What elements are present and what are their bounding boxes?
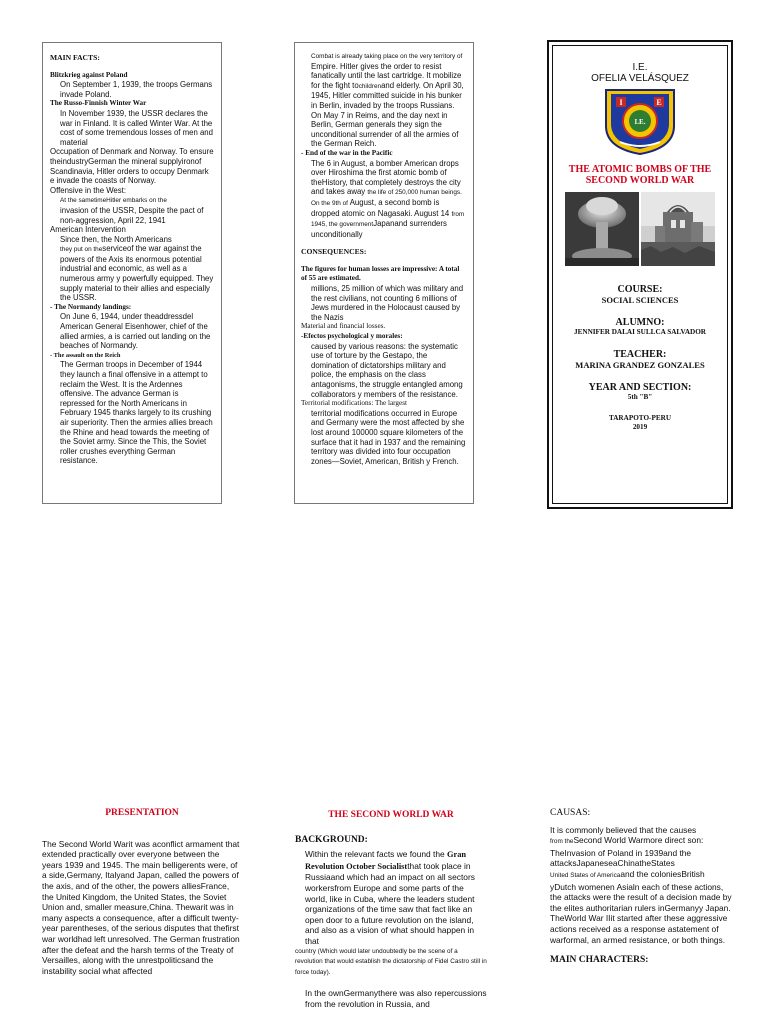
winter-war-heading: The Russo-Finnish Winter War <box>50 99 147 108</box>
pacific-heading: - End of the war in the Pacific <box>301 149 467 159</box>
school-name: OFELIA VELÁSQUEZ <box>591 73 689 84</box>
causes-section <box>550 808 732 1024</box>
occupation-text: Occupation of Denmark and Norway. To ensure theindustryGerman the mineral supplyironof Scandinavia, Hitler orders to occupy Denmark e invade the coasts of Norway. <box>50 147 214 186</box>
main-characters-heading: MAIN CHARACTERS: <box>550 955 649 966</box>
normandy-text: On June 6, 1944, under theaddressdel American General Eisenhower, chief of the allied armies, a is carried out landing on the beaches of Normandy. <box>60 312 211 351</box>
west-offensive-heading: Offensive in the West: <box>50 185 126 195</box>
territorial-text: territorial modifications occurred in Europe and Germany were the most affected by she lost around 100000 square kilometers of the surface that it had in 1937 and the remaining territory was divided into four occupation zones—Soviet, American, British y French. <box>311 408 466 466</box>
consequences-panel <box>294 42 474 504</box>
intro-small-2: children <box>358 82 382 90</box>
intro-text-2: and elderly. On April 30, 1945, Hitler committed suicide in his bunker in Berlin, invaded by the troops Russians. On May 7 in Reims, and the day next in Berlin, German generals they sign the unconditional surrender of all the armies of the German Reich. <box>311 80 464 149</box>
west-offensive-small: At the sametimeHitler embarks on the <box>60 197 167 205</box>
year-section-label: YEAR AND SECTION: <box>588 382 692 393</box>
presentation-title: PRESENTATION <box>105 808 179 818</box>
reich-text: The German troops in December of 1944 they launch a final offensive in a attempt to reclaim the West. It is the Ardennes offensive. The advance German is repressed for the North Americans in February 1945 thanks largely to its crushing air superiority. Then the armies allies breach the Rhine and head towards the meeting of the Soviet army. Since the This, the Soviet roller crushes everything German resistance. <box>60 360 213 466</box>
cover-panel <box>547 40 733 509</box>
year-section-value: 5th "B" <box>627 393 653 401</box>
student-label: ALUMNO: <box>615 317 665 328</box>
ww2-title: THE SECOND WORLD WAR <box>328 810 454 820</box>
presentation-section <box>42 808 242 1024</box>
pacific-text: The 6 in August, a bomber American drops over Hiroshima the first atomic bomb of theHistory, that completely destroys the city and takes away <box>311 158 461 197</box>
crest-letters: I.E. <box>634 118 646 126</box>
background-text-3: In the ownGermanythere was also repercussions from the revolution in Russia, and <box>305 988 487 1009</box>
ruined-building-photo <box>641 192 715 266</box>
causes-title: CAUSAS: <box>550 808 591 818</box>
figures-heading: The figures for human losses are impressive: A total of 55 are estimated. <box>301 264 460 283</box>
cover-photos <box>559 192 721 266</box>
course-value: SOCIAL SCIENCES <box>601 295 679 305</box>
causes-small-2: United States of America <box>550 871 621 879</box>
teacher-name: MARINA GRANDEZ GONZALES <box>575 360 705 370</box>
psych-text: caused by various reasons: the systematic use of torture by the Gestapo, the domination of dictatorships military and police, the emphasis on the class antagonisms, the struggle entangled among collaborators y members of the resistance. <box>311 341 463 399</box>
american-heading: American Intervention <box>50 225 126 235</box>
background-text-2: that took place in Russiaand which had an impact on all sectors workersfrom Europe and some parts of the world, like in Cuba, where the leaders student organizations of the time saw that fact like an open door to a future revolution on the island, and also as a vision of what should happen in that <box>305 860 475 946</box>
west-offensive-text: invasion of the USSR, Despite the pact of non-aggression, April 22, 1941 <box>60 205 204 225</box>
material-heading: Material and financial losses. <box>301 322 386 331</box>
american-text: serviceof the war against the powers of the Axis its enormous potential industrial and economic, as well as a numerous army y powerfully equipped. They supply material to their allies and especially the USSR. <box>60 244 214 303</box>
normandy-heading: - The Normandy landings: <box>50 303 215 313</box>
ww2-section <box>295 810 487 1024</box>
intro-text: Empire. Hitler gives the order to resist fanatically until the last cartridge. It mobilize for the fight to <box>311 61 462 90</box>
pacific-text-2: August, a second bomb is dropped atomic on Nagasaki. August 14 <box>311 197 450 218</box>
causes-text-1: It is commonly believed that the causes <box>550 824 697 835</box>
teacher-label: TEACHER: <box>613 349 667 360</box>
background-heading: BACKGROUND: <box>295 834 368 845</box>
consequences-title: CONSEQUENCES: <box>301 247 367 257</box>
causes-text-3: and the coloniesBritish yDutch womenen Asialn each of these actions, the attacks were the result of a decision made by the elites authoritarian rulers inGermanyy Japan. TheWorld War IIit started after these aggressive actions received as a response astatement of warformal, an armed resistance, or both things. <box>550 868 732 945</box>
ie-label: I.E. <box>632 62 648 73</box>
school-crest-icon <box>602 88 678 156</box>
winter-war-text: In November 1939, the USSR declares the war in Finland. It is called Winter War. At the cost of some tremendous losses of men and material <box>60 108 213 147</box>
blitzkrieg-heading: Blitzkrieg against Poland <box>50 70 128 79</box>
reich-heading: - The assault on the Reich <box>50 351 215 361</box>
psych-heading: -Efectos psychological y morales: <box>301 332 403 341</box>
territorial-heading: Territorial modifications: The largest <box>301 399 408 408</box>
figures-text: millions, 25 million of which was military and the rest civilians, not counting 6 millions of Jews murdered in the Holocaust caused by the Nazis <box>311 284 464 322</box>
student-name: JENNIFER DALAI SULLCA SALVADOR <box>573 328 706 336</box>
blitzkrieg-text: On September 1, 1939, the troops Germans invade Poland. <box>60 80 213 99</box>
pacific-small-2: from 1945, the government <box>311 210 465 229</box>
svg-text:E: E <box>656 98 662 107</box>
background-bold: Gran Revolution October Socialist <box>305 850 467 871</box>
american-cont: Since then, the North Americans <box>60 234 172 244</box>
city: TARAPOTO-PERU <box>608 414 672 422</box>
background-small: country (Which would later undoubtedly be the scene of a revolution that would establish the dictatorship of Fidel Castro still in force today). <box>295 947 487 976</box>
intro-small: Combat is already taking place on the very territory of <box>311 53 463 60</box>
pacific-text-3: Japanand surrenders unconditionally <box>311 219 447 239</box>
year-number: 2019 <box>632 423 648 431</box>
causes-small-1: from the <box>550 838 574 846</box>
main-facts-panel <box>42 42 222 504</box>
pacific-small: the life of 250,000 human beings. On the 9th of <box>311 189 462 207</box>
main-facts-title: MAIN FACTS: <box>50 53 100 62</box>
background-text-1: Within the relevant facts we found the <box>305 849 445 860</box>
presentation-text: The Second World Warit was aconflict armament that extended practically over everyone between the years 1939 and 1945. The main belligerents were, of a side,Germany, Italyand Japan, called the powers of the axis, and of the other, the powers alliesFrance, the United Kingdom, the United States, the Soviet Union and, smaller measure,China. Thewarit was in many aspects a consequence, after a difficult twenty-year parentheses, of the serious disputes that thefirst war worldhad left unresolved. The German frustration after the defeat and the harsh terms of the Treaty of Versailles, along with the unrestpoliticsand the instability social what affected <box>42 838 240 976</box>
cover-title: THE ATOMIC BOMBS OF THE SECOND WORLD WAR <box>568 164 712 186</box>
course-label: COURSE: <box>617 284 663 295</box>
svg-text:I: I <box>619 98 623 107</box>
causes-text-2: Second World Warmore direct son: TheInvasion of Poland in 1939and the attacksJapaneseaChinatheStates <box>550 835 704 869</box>
mushroom-cloud-photo <box>565 192 639 266</box>
american-small: they put on the <box>60 246 103 254</box>
